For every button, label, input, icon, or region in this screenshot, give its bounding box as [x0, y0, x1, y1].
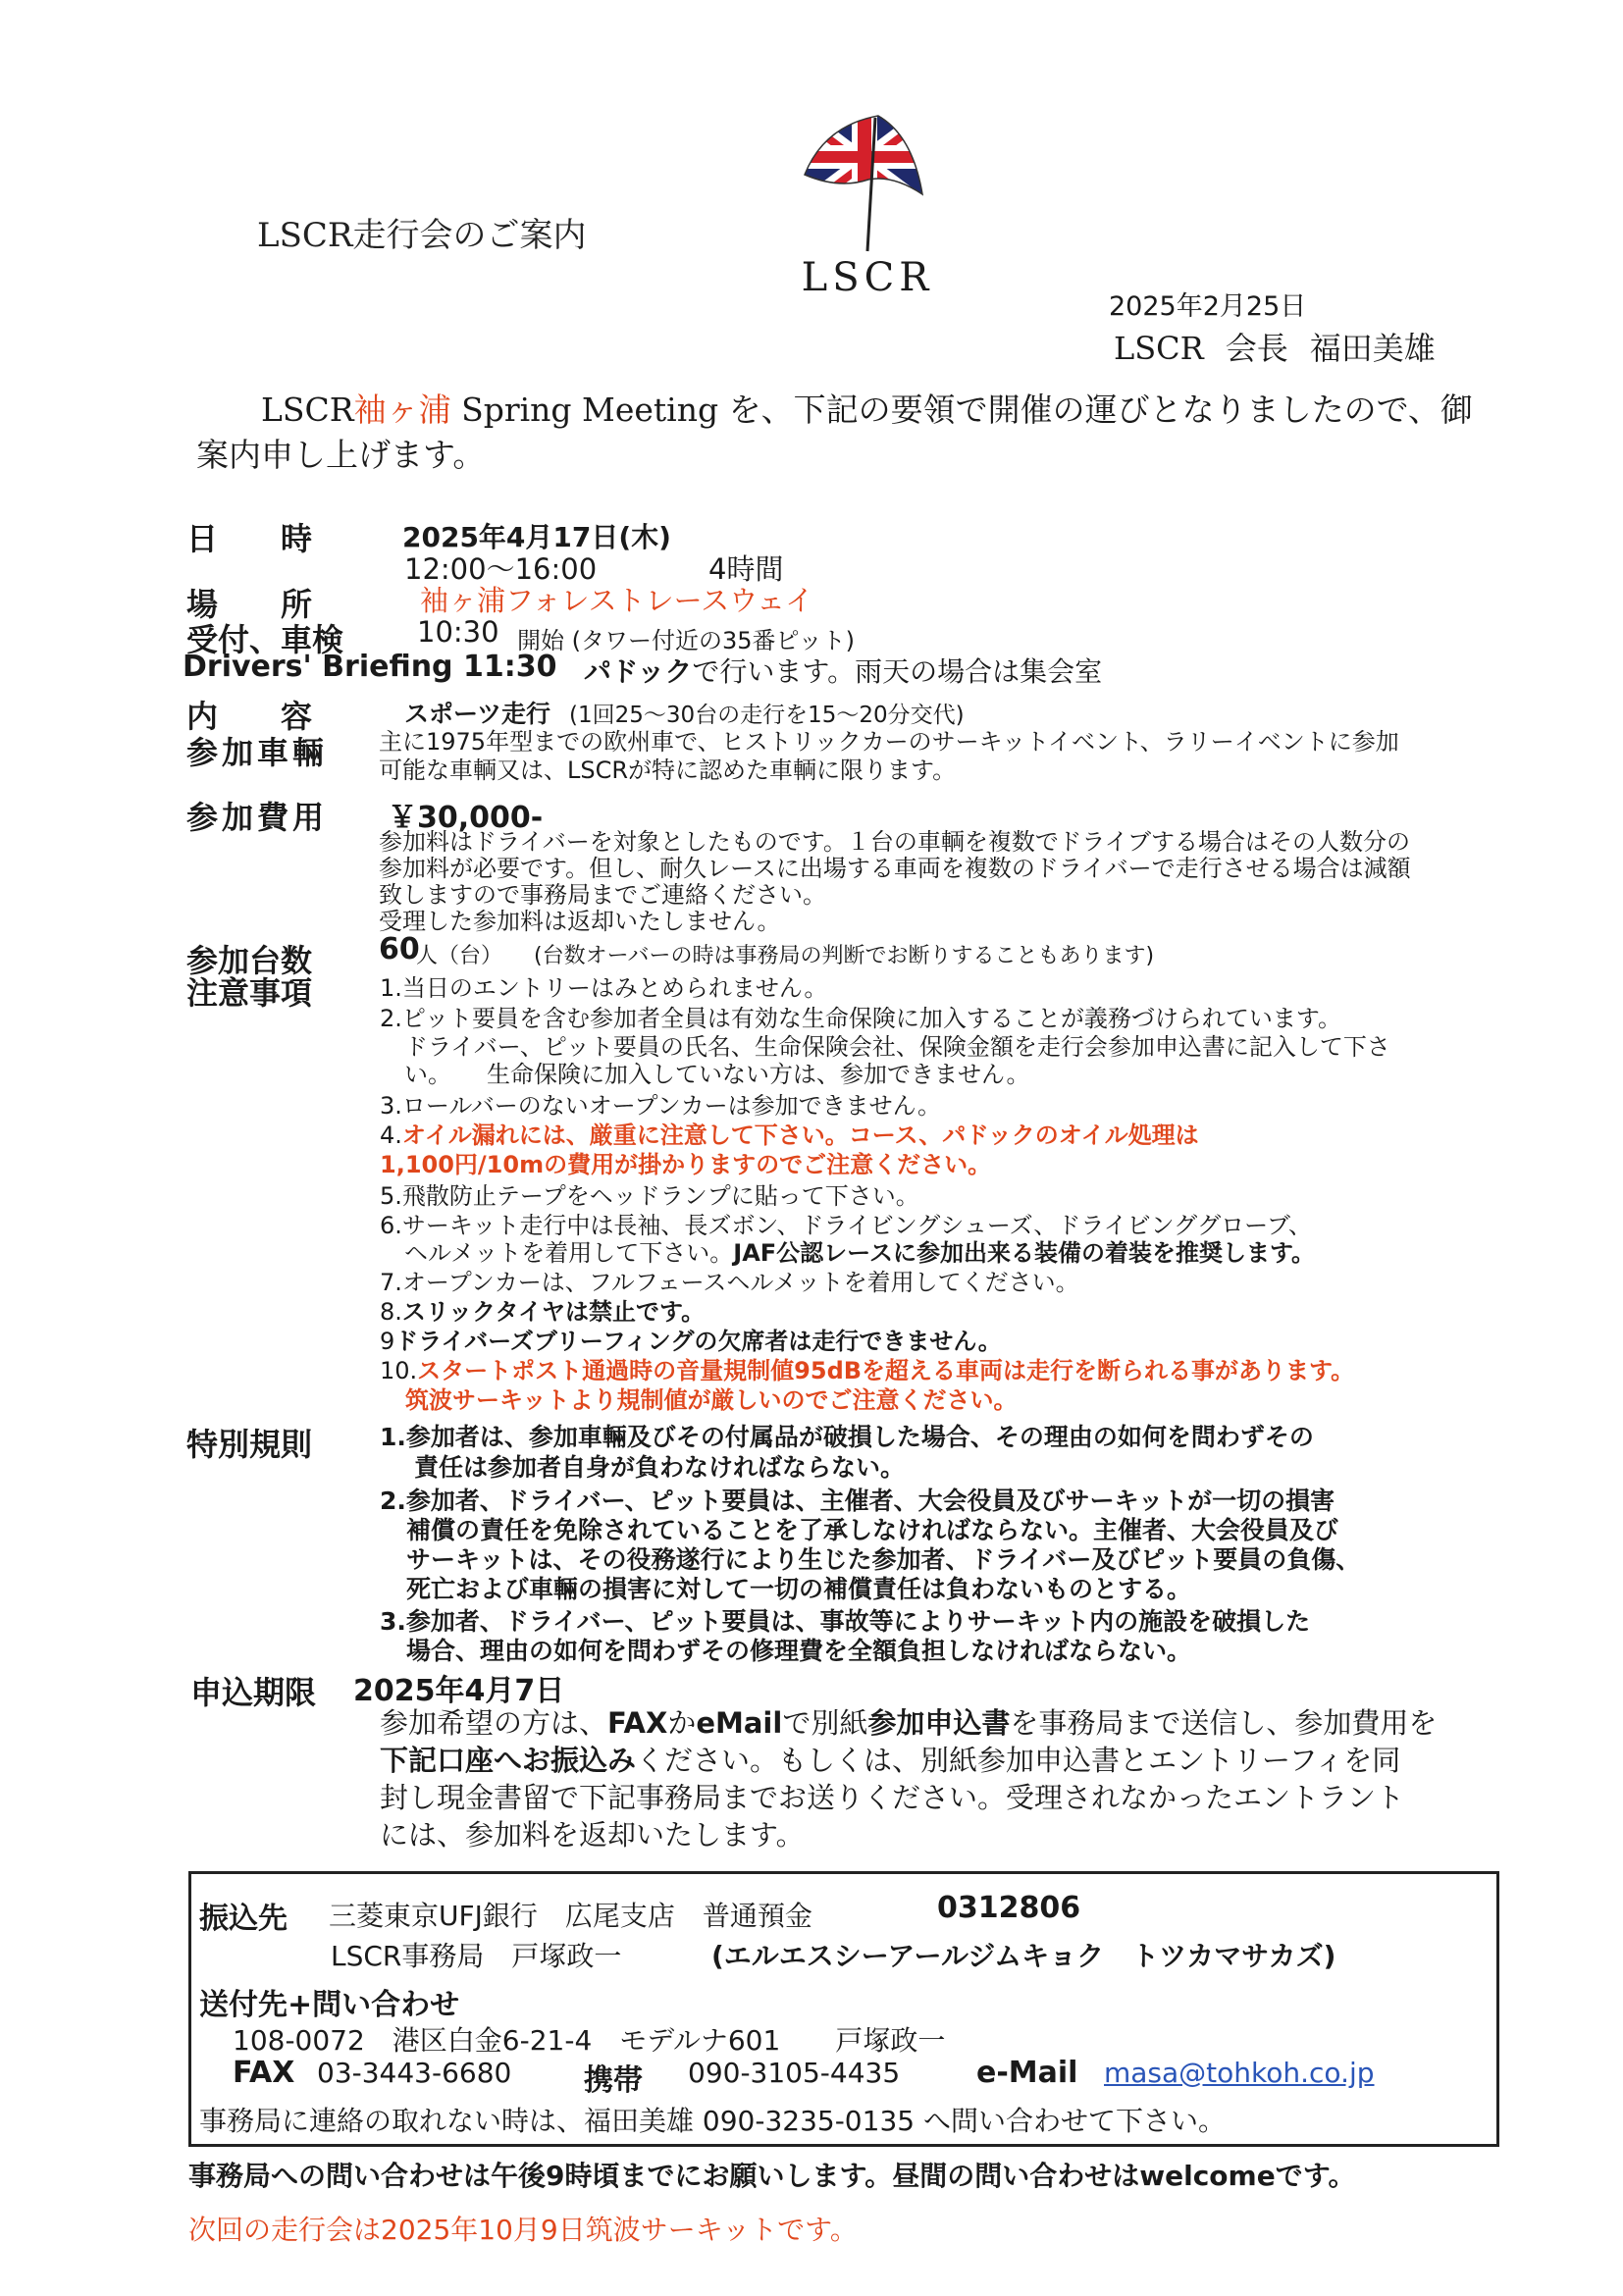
vehicles-label: 参加車輛 — [186, 734, 329, 771]
deadline-l1-a: 参加希望の方は、 — [380, 1706, 608, 1740]
deadline-l1-c: か — [667, 1706, 697, 1740]
note-10-number: 10. — [380, 1357, 418, 1384]
rule-line-8: 場合、理由の如何を問わずその修理費を全額負担しなければならない。 — [406, 1637, 1192, 1665]
count-unit: 人（台） — [416, 944, 503, 968]
count-note: (台数オーバーの時は事務局の判断でお断りすることもあります) — [534, 944, 1155, 968]
bank-info: 三菱東京UFJ銀行 広尾支店 普通預金 — [329, 1900, 812, 1932]
author-org: LSCR — [1114, 330, 1204, 367]
rule-line-1: 1.参加者は、参加車輛及びその付属品が破損した場合、その理由の如何を問わずその — [380, 1423, 1314, 1451]
place-value: 袖ヶ浦フォレストレースウェイ — [420, 584, 814, 617]
note-2-b: ドライバー、ピット要員の氏名、生命保険会社、保険金額を走行会参加申込書に記入して下さ — [404, 1033, 1390, 1061]
reception-note: 開始 (タワー付近の35番ピット) — [517, 627, 855, 654]
rule-line-5: サーキットは、その役務遂行により生じた参加者、ドライバー及びピット要員の負傷、 — [406, 1545, 1361, 1574]
account-holder: LSCR事務局 戸塚政一 — [331, 1940, 622, 1972]
note-4-b: 1,100円/10mの費用が掛かりますのでご注意ください。 — [380, 1151, 992, 1178]
rules-label: 特別規則 — [186, 1426, 313, 1463]
intro-line2: 案内申し上げます。 — [196, 436, 486, 474]
fee-value: ￥30,000- — [388, 801, 544, 835]
fee-line-2: 参加料が必要です。但し、耐久レースに出場する車両を複数のドライバーで走行させる場合は減額 — [379, 855, 1411, 882]
deadline-line-2 — [380, 1742, 1400, 1779]
deadline-value: 2025年4月7日 — [353, 1674, 565, 1708]
payment-contact-box — [188, 1871, 1499, 2147]
reception-time: 10:30 — [417, 615, 499, 649]
note-10-text: スタートポスト通過時の音量規制値95dBを超える車両は走行を断られる事があります。 — [417, 1357, 1355, 1384]
deadline-l1-fax: FAX — [607, 1706, 668, 1740]
note-8-number: 8. — [380, 1298, 402, 1326]
account-number: 0312806 — [937, 1891, 1081, 1925]
fax-label: FAX — [233, 2056, 295, 2090]
note-9-text: ドライバーズブリーフィングの欠席者は走行できません。 — [394, 1328, 1002, 1355]
deadline-l2-b: ください。もしくは、別紙参加申込書とエントリーフィを同 — [636, 1744, 1401, 1777]
rule-line-4: 補償の責任を免除されていることを了承しなければならない。主催者、大会役員及び — [406, 1516, 1339, 1544]
fee-line-3: 致しますので事務局までご連絡ください。 — [379, 881, 826, 909]
deadline-l1-g: を事務局まで送信し、参加費用を — [1010, 1706, 1438, 1740]
deadline-line-4: には、参加料を返却いたします。 — [380, 1818, 805, 1852]
vehicles-line-2: 可能な車輌又は、LSCRが特に認めた車輌に限ります。 — [379, 757, 957, 784]
note-9-number: 9 — [380, 1328, 395, 1355]
content-value: スポーツ走行 — [404, 700, 551, 728]
next-event: 次回の走行会は2025年10月9日筑波サーキットです。 — [188, 2214, 858, 2246]
intro-venue: 袖ヶ浦 — [353, 391, 451, 429]
note-10 — [380, 1356, 1354, 1386]
note-4-number: 4. — [380, 1122, 402, 1149]
document-title: LSCR走行会のご案内 — [257, 216, 587, 255]
content-note: (1回25～30台の走行を15～20分交代) — [569, 703, 965, 728]
count-value: 60 — [379, 932, 420, 966]
note-6-emphasis: JAF公認レースに参加出来る装備の着装を推奨します。 — [733, 1239, 1316, 1267]
count-label: 参加台数 — [186, 942, 313, 979]
content-label: 内 容 — [186, 698, 313, 735]
place-label: 場 所 — [186, 586, 313, 623]
intro-paragraph — [196, 388, 1531, 478]
inquiry-hours: 事務局への問い合わせは午後9時頃までにお願いします。昼間の問い合わせはwelcomeです。 — [188, 2160, 1356, 2192]
lscr-logo — [785, 106, 942, 332]
briefing-rest: で行います。雨天の場合は集会室 — [692, 655, 1103, 688]
note-4 — [380, 1121, 1199, 1151]
briefing-label: Drivers' Briefing 11:30 — [183, 650, 557, 684]
note-6-text: ヘルメットを着用して下さい。 — [404, 1239, 734, 1267]
rule-line-2: 責任は参加者自身が負わなければならない。 — [414, 1453, 906, 1482]
note-9 — [380, 1327, 1002, 1357]
deadline-l1-form: 参加申込書 — [867, 1706, 1011, 1740]
deadline-line-3: 封し現金書留で下記事務局までお送りください。受理されなかったエントラント — [380, 1781, 1405, 1814]
contact-address: 108-0072 港区白金6-21-4 モデルナ601 戸塚政一 — [233, 2024, 946, 2057]
intro-prefix: LSCR — [261, 391, 354, 429]
date-value: 2025年4月17日(木) — [402, 521, 671, 553]
note-2-c: い。 生命保険に加入していない方は、参加できません。 — [404, 1061, 1030, 1088]
reception-label: 受付、車検 — [186, 621, 344, 658]
logo-text: LSCR — [801, 255, 934, 300]
contact-label: 送付先+問い合わせ — [199, 1988, 460, 2022]
union-jack-umbrella-icon — [785, 106, 942, 253]
note-8-text: スリックタイヤは禁止です。 — [401, 1298, 706, 1326]
vehicles-line-1: 主に1975年型までの欧州車で、ヒストリックカーのサーキットイベント、ラリーイベントに参加 — [379, 728, 1399, 756]
bank-label: 振込先 — [199, 1902, 288, 1936]
briefing-place: パドック — [584, 655, 693, 688]
author-role: 会長 — [1225, 330, 1288, 367]
note-4-text: オイル漏れには、厳重に注意して下さい。コース、パドックのオイル処理は — [401, 1122, 1199, 1149]
deadline-l1-e: で別紙 — [782, 1706, 868, 1740]
mobile-label: 携帯 — [584, 2063, 643, 2098]
rule-line-6: 死亡および車輛の損害に対して一切の補償責任は負わないものとする。 — [406, 1575, 1192, 1603]
duration: 4時間 — [708, 552, 784, 586]
deadline-l2-a: 下記口座へお振込み — [380, 1744, 637, 1777]
deadline-line-1 — [380, 1704, 1437, 1742]
note-5: 5.飛散防止テープをヘッドランプに貼って下さい。 — [380, 1182, 919, 1210]
fee-line-1: 参加料はドライバーを対象としたものです。１台の車輌を複数でドライブする場合はその人数分の — [379, 828, 1410, 856]
document-date: 2025年2月25日 — [1109, 291, 1307, 322]
account-holder-kana: (エルエスシーアールジムキョク トツカマサカズ) — [711, 1940, 1336, 1972]
email-link[interactable]: masa@tohkoh.co.jp — [1104, 2057, 1375, 2089]
rule-line-7: 3.参加者、ドライバー、ピット要員は、事故等によりサーキット内の施設を破損した — [380, 1607, 1311, 1636]
fee-label: 参加費用 — [186, 799, 329, 836]
time-value: 12:00～16:00 — [404, 552, 598, 586]
note-6: 6.サーキット走行中は長袖、長ズボン、ドライビングシューズ、ドライビンググローブ、 — [380, 1212, 1313, 1239]
rule-line-3: 2.参加者、ドライバー、ピット要員は、主催者、大会役員及びサーキットが一切の損害 — [380, 1487, 1335, 1515]
author — [1114, 324, 1457, 369]
email-label: e-Mail — [976, 2056, 1078, 2090]
date-label: 日 時 — [186, 520, 313, 557]
fax-number: 03-3443-6680 — [317, 2057, 512, 2089]
mobile-number: 090-3105-4435 — [688, 2057, 901, 2089]
note-3: 3.ロールバーのないオープンカーは参加できません。 — [380, 1092, 942, 1120]
alt-contact: 事務局に連絡の取れない時は、福田美雄 090-3235-0135 へ問い合わせて下さい。 — [199, 2105, 1226, 2137]
briefing-value — [584, 651, 1102, 690]
note-7: 7.オープンカーは、フルフェースヘルメットを着用してください。 — [380, 1269, 1079, 1296]
fee-line-4: 受理した参加料は返却いたしません。 — [379, 908, 781, 935]
deadline-label: 申込期限 — [190, 1674, 317, 1711]
intro-line1: Spring Meeting を、下記の要領で開催の運びとなりましたので、御 — [450, 391, 1473, 429]
note-6-b — [404, 1238, 1315, 1269]
note-1: 1.当日のエントリーはみとめられません。 — [380, 974, 828, 1002]
note-8 — [380, 1297, 705, 1328]
note-10-b: 筑波サーキットより規制値が厳しいのでご注意ください。 — [405, 1386, 1018, 1414]
author-name: 福田美雄 — [1309, 330, 1436, 367]
notes-label: 注意事項 — [186, 974, 313, 1012]
note-2: 2.ピット要員を含む参加者全員は有効な生命保険に加入することが義務づけられています。 — [380, 1005, 1342, 1032]
deadline-l1-email: eMail — [696, 1706, 783, 1740]
